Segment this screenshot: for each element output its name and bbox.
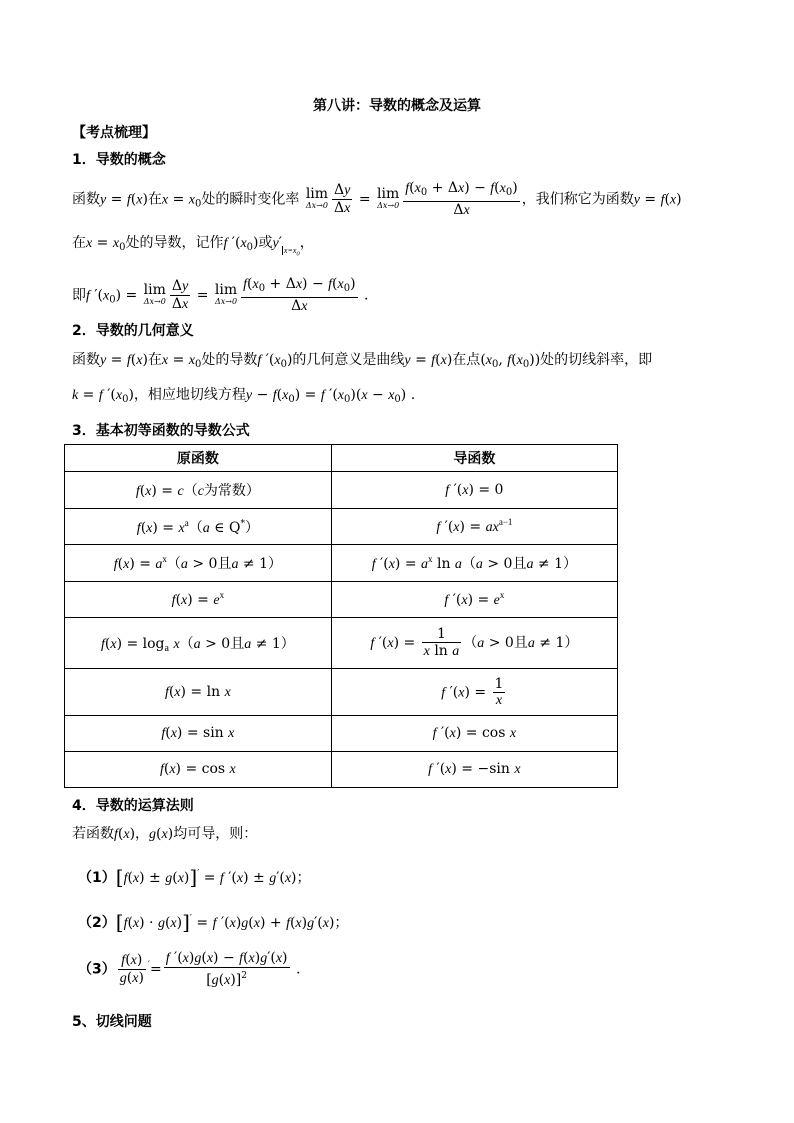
section-2-title: 2．导数的几何意义 xyxy=(72,323,194,339)
section-4-title: 4．导数的运算法则 xyxy=(72,798,194,814)
table-row: f(x) = c（c为常数） f ′(x) = 0 xyxy=(65,472,618,509)
section-1-para-1: 函数y = f(x)在$x = x_0$处的瞬时变化率 lim Δx→0 $\frac{\Delta y}{\Delta x}$ = lim Δx→0 $\frac{f(x_0 + \Delta x) - f(x_0)}{\Delta x}$ ，我们称它为函数y = f(x) xyxy=(72,180,682,218)
section-1-title: 1．导数的概念 xyxy=(72,152,166,168)
table-row: $f(x) = x^a(a$ ∈ Q*） f $'(x) = ax^{a-1}$ xyxy=(65,509,618,545)
section-heading: 【考点梳理】 xyxy=(72,125,156,141)
table-row: f(x) = sin x f ′(x) = cos x xyxy=(65,716,618,752)
rule-1: （1）[f(x) ± g(x)]′ = f ′(x) ± g′(x)； xyxy=(78,865,311,889)
section-1-para-3: 即f $'(x_0) = \lim$ Δx→0 $\frac{\Delta y}{\Delta x}$ = lim Δx→0 $\frac{f(x_0 + \Delta x) - f(x_0)}{\Delta x}$ . xyxy=(72,276,369,314)
section-1-para-2: 在$x = x_0$处的导数，记作f $'(x_0)$或y′ $_{x=x_0}$， xyxy=(72,235,314,258)
rule-3: （3） $\frac{f(x)}{g(x)}$ ′= $\frac{f '(x)g(x) - f(x)g'(x)}{[g(x)]^2}$ . xyxy=(78,950,301,988)
section-2-para-1: 函数y = f(x)在$x = x_0$处的导数f $'(x_0)$的几何意义是曲线y = f(x)在点($x_0$, $f(x_0)$)处的切线斜率，即 xyxy=(72,352,653,370)
table-row: f(x) = cos x f ′(x) = −sin x xyxy=(65,752,618,788)
table-row: f(x) = ln x f ′(x) = $\frac{1}{x}$ xyxy=(65,669,618,716)
section-5-title: 5、切线问题 xyxy=(72,1014,152,1030)
section-3-title: 3．基本初等函数的导数公式 xyxy=(72,423,250,439)
table-header-derivative: 导函数 xyxy=(331,445,617,472)
page-title: 第八讲：导数的概念及运算 xyxy=(313,98,481,114)
table-row: $f(x) = \log_a x(a > 0$且a ≠ 1） f ′(x) = $\frac{1}{\text{x ln a}}$ （a > 0且a ≠ 1） xyxy=(65,618,618,669)
table-row: $f(x) = e^x$ f $'(x) = e^x$ xyxy=(65,582,618,618)
table-header-original: 原函数 xyxy=(65,445,332,472)
section-4-para-1: 若函数f(x)，g(x)均可导，则： xyxy=(72,826,258,842)
section-2-para-2: k = f $'(x_0)$，相应地切线方程$y - f(x_0) = f$ $'(x_0)(x - x_0)$ . xyxy=(72,387,416,405)
rule-2: （2）[f(x) · g(x)]′ = f ′(x)g(x) + f(x)g′(x)； xyxy=(78,910,349,934)
table-header-row xyxy=(65,445,618,472)
table-row: $f(x) = a^x(a > 0$且a ≠ 1） f $'(x) = a^x$ ln a（a > 0且a ≠ 1） xyxy=(65,545,618,582)
derivative-formula-table xyxy=(64,444,618,788)
